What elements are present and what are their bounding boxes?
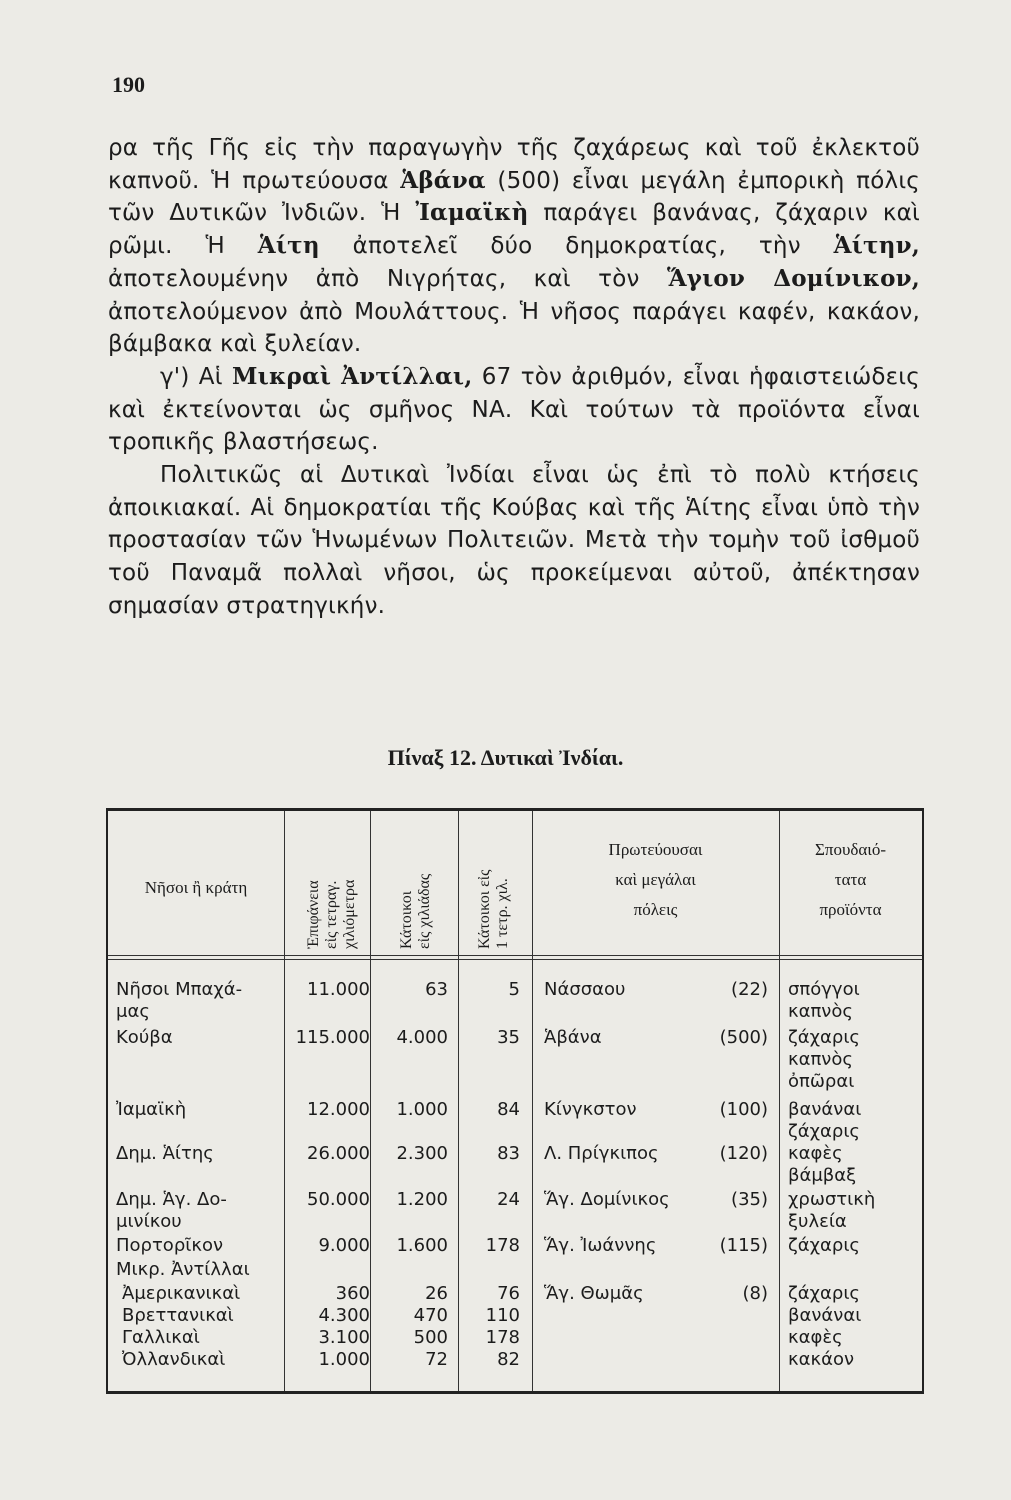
header-states: Νῆσοι ἢ κράτη xyxy=(144,878,248,897)
text-run: ἀποτελεῖ δύο δημοκρατίας, τὴν xyxy=(319,233,834,260)
row-name: μας xyxy=(116,1001,150,1022)
row-product: καπνὸς xyxy=(788,1049,853,1070)
row-product: καφὲς xyxy=(788,1327,843,1348)
row-city-population: (22) xyxy=(731,979,768,1000)
row-city: Νάσσαου xyxy=(544,979,626,1000)
row-city-population: (120) xyxy=(719,1143,768,1164)
row-city-population: (35) xyxy=(731,1189,768,1210)
table-title: Πίναξ 12. Δυτικαὶ Ἰνδίαι. xyxy=(387,745,624,770)
row-population: 1.200 xyxy=(396,1189,448,1210)
bold-term: Ἁίτη xyxy=(257,232,320,260)
row-population: 470 xyxy=(413,1305,448,1326)
row-population: 500 xyxy=(413,1327,448,1348)
header-products-line-1: Σπουδαιό- xyxy=(814,840,887,859)
row-density: 83 xyxy=(497,1143,520,1164)
text-run: γ') Αἱ xyxy=(160,363,233,390)
bold-term: Ἅγιον Δομίνικον, xyxy=(666,264,920,292)
row-product: καπνὸς xyxy=(788,1001,853,1022)
header-area-line-3: χιλιόμετρα xyxy=(341,879,358,949)
row-product: κακάον xyxy=(788,1349,855,1370)
row-city-population: (8) xyxy=(742,1283,768,1304)
row-product: ζάχαρις xyxy=(788,1027,860,1048)
row-density: 178 xyxy=(485,1235,520,1256)
row-product: ζάχαρις xyxy=(788,1235,860,1256)
row-product: βάμβαξ xyxy=(788,1165,857,1186)
bold-term: Ἁβάνα xyxy=(400,166,486,194)
row-area: 360 xyxy=(335,1283,370,1304)
text-run: (500) εἶναι μεγάλη ἐμπορικὴ πόλις τῶν Δυτικῶν Ἰνδιῶν. Ἡ xyxy=(108,167,920,227)
row-area: 1.000 xyxy=(318,1349,370,1370)
row-density: 84 xyxy=(497,1099,520,1120)
page-number: 190 xyxy=(112,72,145,97)
header-population-line-1: Κάτοικοι xyxy=(398,890,415,949)
header-population xyxy=(398,821,434,949)
row-population: 1.600 xyxy=(396,1235,448,1256)
row-population: 4.000 xyxy=(396,1027,448,1048)
header-products-line-3: προϊόντα xyxy=(819,900,882,919)
row-area: 9.000 xyxy=(318,1235,370,1256)
row-area: 11.000 xyxy=(307,979,370,1000)
row-city: Κίνγκστον xyxy=(544,1099,637,1120)
row-product: ζάχαρις xyxy=(788,1121,860,1142)
row-area: 26.000 xyxy=(307,1143,370,1164)
bold-term: Ἰαμαϊκὴ xyxy=(415,199,529,227)
header-products xyxy=(779,835,922,925)
row-population: 2.300 xyxy=(396,1143,448,1164)
header-divider xyxy=(108,959,922,960)
text-run: ρα τῆς Γῆς εἰς τὴν παραγωγὴν τῆς ζαχάρεως καὶ τοῦ ἐκλεκτοῦ καπνοῦ. Ἡ πρωτεύουσα xyxy=(108,135,920,194)
row-density: 24 xyxy=(497,1189,520,1210)
header-cities xyxy=(532,835,779,925)
paragraph xyxy=(108,459,920,623)
text-run: ἀποτελούμενον ἀπὸ Μουλάττους. Ἡ νῆσος παράγει καφέν, κακάον, βάμβακα καὶ ξυλείαν. xyxy=(108,298,920,358)
row-city: Ἅγ. Δομίνικος xyxy=(544,1189,670,1210)
row-density: 35 xyxy=(497,1027,520,1048)
header-population-line-2: εἰς χιλιάδας xyxy=(416,873,433,949)
header-density-line-2: 1 τετρ. χιλ. xyxy=(494,878,511,949)
row-name: μινίκου xyxy=(116,1211,182,1232)
row-population: 26 xyxy=(425,1283,448,1304)
row-product: καφὲς xyxy=(788,1143,843,1164)
row-density: 82 xyxy=(497,1349,520,1370)
body-text xyxy=(108,132,920,623)
row-area: 3.100 xyxy=(318,1327,370,1348)
row-product: βανάναι xyxy=(788,1305,862,1326)
row-name: Ὀλλανδικαὶ xyxy=(122,1349,226,1370)
row-product: σπόγγοι xyxy=(788,979,860,1000)
header-cities-line-2: καὶ μεγάλαι xyxy=(615,870,696,889)
row-city: Ἁβάνα xyxy=(544,1027,602,1048)
row-city: Ἅγ. Ἰωάννης xyxy=(544,1235,657,1256)
row-name: Γαλλικαὶ xyxy=(122,1327,200,1348)
text-run: ἀποτελουμένην ἀπὸ Νιγρήτας, καὶ τὸν xyxy=(108,265,667,292)
row-population: 72 xyxy=(425,1349,448,1370)
row-density: 76 xyxy=(497,1283,520,1304)
bold-term: Μικραὶ Ἀντίλλαι, xyxy=(232,362,473,390)
row-name: Κούβα xyxy=(116,1027,173,1048)
row-name: Μικρ. Ἀντίλλαι xyxy=(116,1259,250,1280)
row-density: 5 xyxy=(508,979,520,1000)
row-city-population: (115) xyxy=(719,1235,768,1256)
header-density-line-1: Κάτοικοι εἰς xyxy=(476,869,493,949)
text-run: 67 τὸν ἀριθμόν, εἶναι ἡφαιστειώδεις καὶ ἐκτείνονται ὡς σμῆνος ΝΑ. Καὶ τούτων τὰ προϊόντα εἶναι τροπικῆς βλαστήσεως. xyxy=(108,363,920,456)
row-population: 1.000 xyxy=(396,1099,448,1120)
row-product: ὀπῶραι xyxy=(788,1071,855,1092)
text-run: παράγει βανάνας, ζάχαριν καὶ ρῶμι. Ἡ xyxy=(108,200,920,260)
row-product: βανάναι xyxy=(788,1099,862,1120)
row-name: Ἰαμαϊκὴ xyxy=(116,1099,187,1120)
row-product: ξυλεία xyxy=(788,1211,847,1232)
row-density: 110 xyxy=(485,1305,520,1326)
header-divider xyxy=(108,955,922,956)
paragraph xyxy=(108,361,920,459)
header-cities-line-1: Πρωτεύουσαι xyxy=(608,840,703,859)
row-area: 50.000 xyxy=(307,1189,370,1210)
paragraph xyxy=(108,132,920,361)
row-name: Πορτορῖκον xyxy=(116,1235,224,1256)
header-area-line-2: εἰς τετραγ. xyxy=(323,880,340,949)
row-area: 12.000 xyxy=(307,1099,370,1120)
row-city: Λ. Πρίγκιπος xyxy=(544,1143,659,1164)
data-table xyxy=(106,808,924,1394)
row-area: 4.300 xyxy=(318,1305,370,1326)
row-population: 63 xyxy=(425,979,448,1000)
row-city-population: (100) xyxy=(719,1099,768,1120)
column-divider xyxy=(284,811,285,1391)
row-city-population: (500) xyxy=(719,1027,768,1048)
row-name: Δημ. Ἁίτης xyxy=(116,1143,214,1164)
row-density: 178 xyxy=(485,1327,520,1348)
header-area xyxy=(305,821,359,949)
row-name: Ἀμερικανικαὶ xyxy=(122,1283,241,1304)
row-name: Βρεττανικαὶ xyxy=(122,1305,234,1326)
row-city: Ἅγ. Θωμᾶς xyxy=(544,1283,644,1304)
header-density xyxy=(476,821,512,949)
bold-term: Ἁίτην, xyxy=(833,232,920,260)
row-name: Δημ. Ἁγ. Δο- xyxy=(116,1189,227,1210)
text-run: Πολιτικῶς αἱ Δυτικαὶ Ἰνδίαι εἶναι ὡς ἐπὶ τὸ πολὺ κτήσεις ἀποικιακαί. Αἱ δημοκρατίαι τῆς Κούβας καὶ τῆς Ἁίτης εἶναι ὑπὸ τὴν προστασίαν τῶν Ἡνωμένων Πολιτειῶν. Μετὰ τὴν τομὴν τοῦ ἰσθμοῦ τοῦ Παναμᾶ πολλαὶ νῆσοι, ὡς προκείμεναι αὐτοῦ, ἀπέκτησαν σημασίαν στρατηγικήν. xyxy=(108,462,920,619)
header-products-line-2: τατα xyxy=(834,870,867,889)
header-area-line-1: Ἐπιφάνεια xyxy=(305,880,322,949)
row-product: ζάχαρις xyxy=(788,1283,860,1304)
row-name: Νῆσοι Μπαχά- xyxy=(116,979,243,1000)
row-product: χρωστικὴ xyxy=(788,1189,876,1210)
row-area: 115.000 xyxy=(295,1027,370,1048)
header-cities-line-3: πόλεις xyxy=(633,900,678,919)
